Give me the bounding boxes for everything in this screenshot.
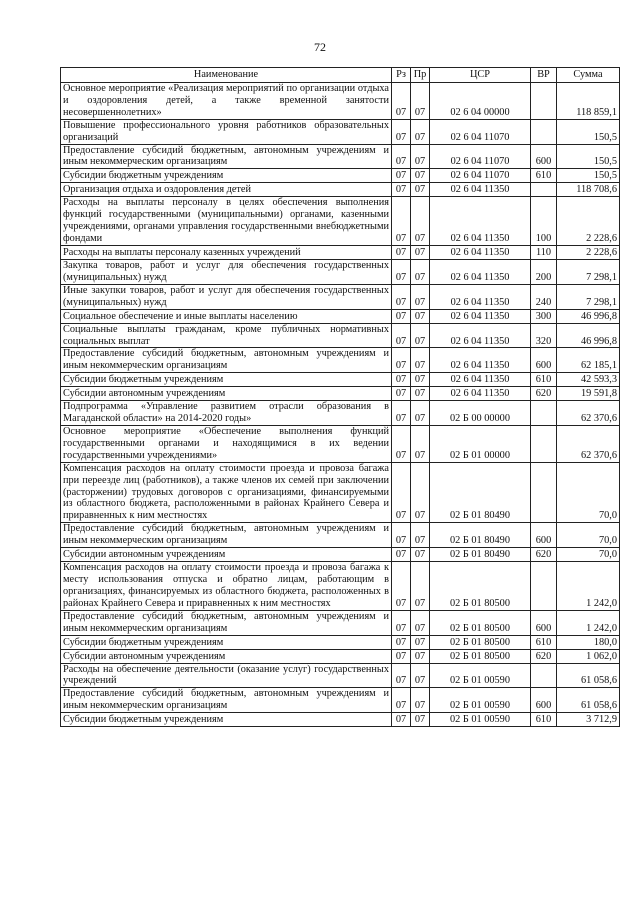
row-rz: 07: [392, 387, 411, 401]
row-sum: 118 708,6: [557, 183, 620, 197]
table-row: [61, 183, 620, 197]
table-row: [61, 119, 620, 144]
row-pr: 07: [411, 610, 430, 635]
row-csr: 02 6 04 11350: [430, 259, 531, 284]
row-sum: 70,0: [557, 523, 620, 548]
row-vr: [531, 83, 557, 120]
row-vr: 110: [531, 245, 557, 259]
row-name: Субсидии автономным учреждениям: [61, 548, 392, 562]
table-row: [61, 562, 620, 611]
table-row: [61, 373, 620, 387]
row-name: Социальные выплаты гражданам, кроме публичных нормативных социальных выплат: [61, 323, 392, 348]
row-name: Компенсация расходов на оплату стоимости проезда и провоза багажа к месту использования отпуска и обратно лицам, работающим в организациях, финансируемых из областного бюджета, расположенных в районах Крайнего Севера и приравненных к ним местностях: [61, 562, 392, 611]
row-name: Предоставление субсидий бюджетным, автономным учреждениям и иным некоммерческим организациям: [61, 348, 392, 373]
row-rz: 07: [392, 197, 411, 246]
row-sum: 118 859,1: [557, 83, 620, 120]
row-csr: 02 Б 01 00590: [430, 713, 531, 727]
row-name: Предоставление субсидий бюджетным, автономным учреждениям и иным некоммерческим организациям: [61, 144, 392, 169]
row-sum: 62 370,6: [557, 401, 620, 426]
row-sum: 7 298,1: [557, 259, 620, 284]
row-vr: 300: [531, 309, 557, 323]
row-name: Субсидии автономным учреждениям: [61, 649, 392, 663]
row-rz: 07: [392, 284, 411, 309]
row-rz: 07: [392, 635, 411, 649]
row-csr: 02 Б 01 80490: [430, 462, 531, 523]
row-rz: 07: [392, 323, 411, 348]
row-name: Повышение профессионального уровня работников образовательных организаций: [61, 119, 392, 144]
row-vr: [531, 119, 557, 144]
row-pr: 07: [411, 284, 430, 309]
row-name: Субсидии бюджетным учреждениям: [61, 713, 392, 727]
row-name: Расходы на выплаты персоналу в целях обеспечения выполнения функций государственными (муниципальными) органами, казенными учреждениями, органами управления государственными внебюджетными фондами: [61, 197, 392, 246]
row-vr: 600: [531, 688, 557, 713]
row-csr: 02 6 04 11070: [430, 169, 531, 183]
header-vr: ВР: [531, 68, 557, 83]
row-vr: 320: [531, 323, 557, 348]
row-vr: 610: [531, 373, 557, 387]
row-name: Основное мероприятие «Реализация мероприятий по организации отдыха и оздоровления детей, а также временной занятости несовершеннолетних»: [61, 83, 392, 120]
row-csr: 02 6 04 11350: [430, 245, 531, 259]
page-number: 72: [314, 40, 326, 54]
row-rz: 07: [392, 373, 411, 387]
row-vr: [531, 663, 557, 688]
row-sum: 7 298,1: [557, 284, 620, 309]
row-rz: 07: [392, 348, 411, 373]
row-sum: 180,0: [557, 635, 620, 649]
row-vr: 620: [531, 548, 557, 562]
row-pr: 07: [411, 119, 430, 144]
row-pr: 07: [411, 426, 430, 463]
row-csr: 02 6 04 11350: [430, 309, 531, 323]
row-sum: 1 062,0: [557, 649, 620, 663]
row-vr: [531, 183, 557, 197]
row-rz: 07: [392, 548, 411, 562]
row-vr: 610: [531, 635, 557, 649]
row-vr: 100: [531, 197, 557, 246]
table-row: [61, 523, 620, 548]
row-sum: 42 593,3: [557, 373, 620, 387]
row-rz: 07: [392, 401, 411, 426]
row-vr: [531, 426, 557, 463]
row-rz: 07: [392, 426, 411, 463]
table-header-row: [61, 68, 620, 83]
row-csr: 02 6 04 11350: [430, 373, 531, 387]
row-sum: 1 242,0: [557, 562, 620, 611]
row-vr: 600: [531, 348, 557, 373]
table-row: [61, 245, 620, 259]
row-vr: 240: [531, 284, 557, 309]
row-csr: 02 Б 01 80490: [430, 548, 531, 562]
row-pr: 07: [411, 688, 430, 713]
row-vr: [531, 462, 557, 523]
row-rz: 07: [392, 144, 411, 169]
row-rz: 07: [392, 713, 411, 727]
row-rz: 07: [392, 309, 411, 323]
row-pr: 07: [411, 401, 430, 426]
table-row: [61, 284, 620, 309]
row-csr: 02 6 04 11350: [430, 197, 531, 246]
row-rz: 07: [392, 462, 411, 523]
row-name: Иные закупки товаров, работ и услуг для обеспечения государственных (муниципальных) нужд: [61, 284, 392, 309]
table-row: [61, 323, 620, 348]
row-pr: 07: [411, 649, 430, 663]
row-pr: 07: [411, 548, 430, 562]
table-row: [61, 649, 620, 663]
row-csr: 02 Б 01 80490: [430, 523, 531, 548]
row-pr: 07: [411, 83, 430, 120]
table-row: [61, 610, 620, 635]
row-rz: 07: [392, 169, 411, 183]
row-rz: 07: [392, 663, 411, 688]
header-name: Наименование: [61, 68, 392, 83]
row-csr: 02 Б 01 80500: [430, 610, 531, 635]
row-rz: 07: [392, 119, 411, 144]
row-rz: 07: [392, 245, 411, 259]
table-row: [61, 401, 620, 426]
row-csr: 02 Б 01 00590: [430, 688, 531, 713]
table-row: [61, 309, 620, 323]
row-csr: 02 6 04 11350: [430, 348, 531, 373]
row-name: Социальное обеспечение и иные выплаты населению: [61, 309, 392, 323]
row-csr: 02 Б 01 80500: [430, 649, 531, 663]
row-rz: 07: [392, 610, 411, 635]
row-pr: 07: [411, 309, 430, 323]
table-row: [61, 663, 620, 688]
row-vr: 610: [531, 169, 557, 183]
table-row: [61, 688, 620, 713]
row-sum: 46 996,8: [557, 309, 620, 323]
row-sum: 2 228,6: [557, 245, 620, 259]
row-sum: 150,5: [557, 119, 620, 144]
row-name: Расходы на обеспечение деятельности (оказание услуг) государственных учреждений: [61, 663, 392, 688]
row-name: Субсидии бюджетным учреждениям: [61, 169, 392, 183]
row-vr: [531, 401, 557, 426]
row-sum: 61 058,6: [557, 663, 620, 688]
row-pr: 07: [411, 523, 430, 548]
budget-table: [60, 67, 620, 727]
row-pr: 07: [411, 245, 430, 259]
row-rz: 07: [392, 83, 411, 120]
row-name: Компенсация расходов на оплату стоимости проезда и провоза багажа при переезде лиц (работников), а также членов их семей при заключении (расторжении) трудовых договоров с организациями, финансируемыми из областного бюджета, расположенными в районах Крайнего Севера и приравненных к ним местностях: [61, 462, 392, 523]
row-pr: 07: [411, 387, 430, 401]
row-csr: 02 6 04 11070: [430, 119, 531, 144]
row-pr: 07: [411, 462, 430, 523]
row-name: Организация отдыха и оздоровления детей: [61, 183, 392, 197]
row-sum: 61 058,6: [557, 688, 620, 713]
row-pr: 07: [411, 169, 430, 183]
row-name: Предоставление субсидий бюджетным, автономным учреждениям и иным некоммерческим организациям: [61, 610, 392, 635]
row-name: Субсидии автономным учреждениям: [61, 387, 392, 401]
row-name: Предоставление субсидий бюджетным, автономным учреждениям и иным некоммерческим организациям: [61, 688, 392, 713]
row-sum: 150,5: [557, 169, 620, 183]
row-rz: 07: [392, 649, 411, 663]
row-sum: 70,0: [557, 462, 620, 523]
row-name: Основное мероприятие «Обеспечение выполнения функций государственными органами и находящимися в их ведении государственными учреждениями»: [61, 426, 392, 463]
row-name: Предоставление субсидий бюджетным, автономным учреждениям и иным некоммерческим организациям: [61, 523, 392, 548]
row-pr: 07: [411, 713, 430, 727]
row-vr: 600: [531, 144, 557, 169]
header-csr: ЦСР: [430, 68, 531, 83]
row-name: Субсидии бюджетным учреждениям: [61, 635, 392, 649]
row-pr: 07: [411, 323, 430, 348]
row-csr: 02 6 04 00000: [430, 83, 531, 120]
table-row: [61, 83, 620, 120]
row-pr: 07: [411, 635, 430, 649]
row-pr: 07: [411, 183, 430, 197]
row-csr: 02 6 04 11350: [430, 387, 531, 401]
table-row: [61, 462, 620, 523]
row-vr: 620: [531, 387, 557, 401]
row-csr: 02 Б 01 00000: [430, 426, 531, 463]
row-sum: 1 242,0: [557, 610, 620, 635]
header-pr: Пр: [411, 68, 430, 83]
row-rz: 07: [392, 688, 411, 713]
row-csr: 02 6 04 11350: [430, 323, 531, 348]
row-rz: 07: [392, 562, 411, 611]
row-csr: 02 Б 01 80500: [430, 635, 531, 649]
row-vr: 600: [531, 610, 557, 635]
table-row: [61, 348, 620, 373]
row-sum: 70,0: [557, 548, 620, 562]
row-sum: 19 591,8: [557, 387, 620, 401]
row-pr: 07: [411, 144, 430, 169]
row-pr: 07: [411, 259, 430, 284]
row-rz: 07: [392, 259, 411, 284]
header-rz: Рз: [392, 68, 411, 83]
row-pr: 07: [411, 663, 430, 688]
row-vr: 620: [531, 649, 557, 663]
row-pr: 07: [411, 348, 430, 373]
row-csr: 02 Б 00 00000: [430, 401, 531, 426]
row-pr: 07: [411, 197, 430, 246]
table-row: [61, 387, 620, 401]
row-sum: 46 996,8: [557, 323, 620, 348]
table-row: [61, 713, 620, 727]
row-vr: 610: [531, 713, 557, 727]
header-sum: Сумма: [557, 68, 620, 83]
table-row: [61, 169, 620, 183]
table-row: [61, 259, 620, 284]
row-sum: 62 185,1: [557, 348, 620, 373]
row-vr: [531, 562, 557, 611]
row-csr: 02 6 04 11070: [430, 144, 531, 169]
row-vr: 200: [531, 259, 557, 284]
table-row: [61, 548, 620, 562]
row-name: Закупка товаров, работ и услуг для обеспечения государственных (муниципальных) нужд: [61, 259, 392, 284]
row-sum: 150,5: [557, 144, 620, 169]
row-csr: 02 6 04 11350: [430, 284, 531, 309]
row-name: Подпрограмма «Управление развитием отрасли образования в Магаданской области» на 2014-2020 годы»: [61, 401, 392, 426]
table-row: [61, 426, 620, 463]
row-sum: 62 370,6: [557, 426, 620, 463]
row-name: Субсидии бюджетным учреждениям: [61, 373, 392, 387]
row-rz: 07: [392, 183, 411, 197]
table-row: [61, 197, 620, 246]
row-csr: 02 Б 01 80500: [430, 562, 531, 611]
row-name: Расходы на выплаты персоналу казенных учреждений: [61, 245, 392, 259]
row-csr: 02 6 04 11350: [430, 183, 531, 197]
row-csr: 02 Б 01 00590: [430, 663, 531, 688]
table-row: [61, 635, 620, 649]
row-sum: 2 228,6: [557, 197, 620, 246]
row-pr: 07: [411, 562, 430, 611]
row-vr: 600: [531, 523, 557, 548]
row-sum: 3 712,9: [557, 713, 620, 727]
row-rz: 07: [392, 523, 411, 548]
row-pr: 07: [411, 373, 430, 387]
table-row: [61, 144, 620, 169]
